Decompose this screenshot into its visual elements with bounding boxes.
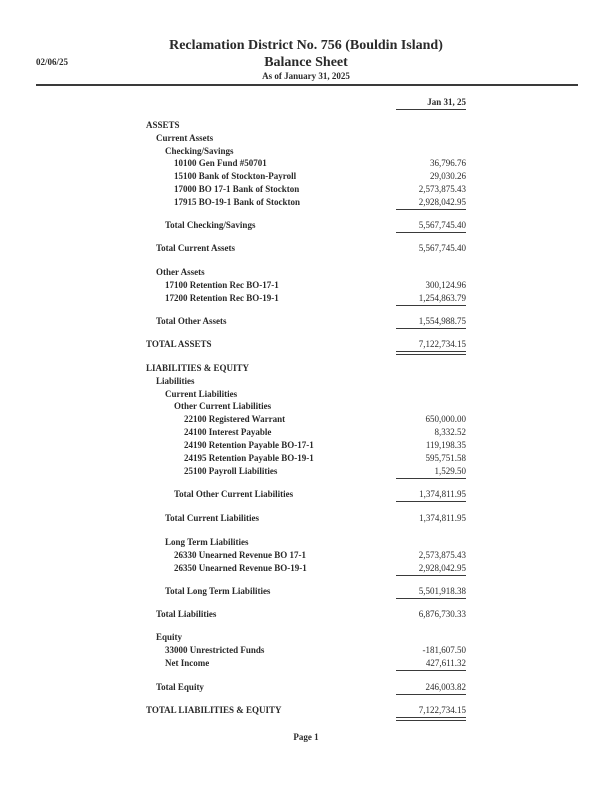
row-amount: 1,554,988.75 [418, 316, 466, 326]
table-row [0, 427, 612, 439]
row-label: Other Current Liabilities [174, 401, 272, 411]
subtotal-underline [396, 209, 466, 210]
row-label: 17000 BO 17-1 Bank of Stockton [174, 184, 300, 194]
row-label: 33000 Unrestricted Funds [165, 645, 265, 655]
row-amount: 1,254,863.79 [418, 293, 466, 303]
row-label: Total Liabilities [156, 609, 217, 619]
table-row [0, 184, 612, 196]
table-row [0, 120, 612, 132]
table-row [0, 220, 612, 232]
row-amount: 7,122,734.15 [418, 339, 466, 349]
row-amount: 595,751.58 [425, 453, 466, 463]
subtotal-underline [396, 232, 466, 233]
subtotal-underline [396, 694, 466, 695]
table-row [0, 489, 612, 501]
row-amount: -181,607.50 [422, 645, 466, 655]
row-amount: 29,030.26 [430, 171, 466, 181]
table-row [0, 645, 612, 657]
table-row [0, 586, 612, 598]
row-label: Total Other Current Liabilities [174, 489, 294, 499]
row-label: 17200 Retention Rec BO-19-1 [165, 293, 279, 303]
row-amount: 246,003.82 [425, 682, 466, 692]
row-label: 24100 Interest Payable [184, 427, 272, 437]
subtotal-underline [396, 328, 466, 329]
table-row [0, 550, 612, 562]
subtotal-underline [396, 478, 466, 479]
table-row [0, 316, 612, 328]
table-row [0, 537, 612, 549]
row-label: Total Equity [156, 682, 204, 692]
table-row [0, 171, 612, 183]
table-row [0, 389, 612, 401]
row-amount: 36,796.76 [430, 158, 466, 168]
row-label: 26330 Unearned Revenue BO 17-1 [174, 550, 306, 560]
table-row [0, 563, 612, 575]
table-row [0, 243, 612, 255]
row-label: Total Long Term Liabilities [165, 586, 271, 596]
subtotal-underline [396, 575, 466, 576]
row-amount: 2,573,875.43 [418, 550, 466, 560]
table-row [0, 197, 612, 209]
row-label: ASSETS [146, 120, 180, 130]
row-amount: 2,928,042.95 [418, 563, 466, 573]
row-amount: 1,374,811.95 [419, 489, 466, 499]
row-amount: 5,501,918.38 [418, 586, 466, 596]
row-label: Current Liabilities [165, 389, 238, 399]
row-label: Equity [156, 632, 183, 642]
row-label: 17100 Retention Rec BO-17-1 [165, 280, 279, 290]
row-label: TOTAL ASSETS [146, 339, 212, 349]
table-row [0, 363, 612, 375]
table-row [0, 133, 612, 145]
table-row [0, 682, 612, 694]
header-rule [36, 84, 578, 86]
row-amount: 2,573,875.43 [418, 184, 466, 194]
row-amount: 5,567,745.40 [418, 220, 466, 230]
row-label: Checking/Savings [165, 146, 234, 156]
column-header-underline [396, 109, 466, 110]
row-amount: 5,567,745.40 [418, 243, 466, 253]
subtotal-underline [396, 305, 466, 306]
row-amount: 650,000.00 [425, 414, 466, 424]
column-header: Jan 31, 25 [427, 97, 466, 107]
table-row [0, 513, 612, 525]
table-row [0, 440, 612, 452]
row-label: Current Assets [156, 133, 214, 143]
subtotal-underline [396, 598, 466, 599]
row-amount: 300,124.96 [425, 280, 466, 290]
row-label: 26350 Unearned Revenue BO-19-1 [174, 563, 307, 573]
total-double-underline [396, 351, 466, 355]
page-number: Page 1 [293, 732, 319, 742]
row-amount: 1,374,811.95 [419, 513, 466, 523]
table-row [0, 280, 612, 292]
table-row [0, 401, 612, 413]
row-label: Net Income [165, 658, 210, 668]
row-label: 15100 Bank of Stockton-Payroll [174, 171, 297, 181]
row-label: Total Checking/Savings [165, 220, 256, 230]
total-double-underline [396, 717, 466, 721]
table-row [0, 609, 612, 621]
table-row [0, 158, 612, 170]
row-label: 24195 Retention Payable BO-19-1 [184, 453, 314, 463]
row-label: 17915 BO-19-1 Bank of Stockton [174, 197, 301, 207]
report-title: Balance Sheet [264, 55, 348, 70]
row-label: Liabilities [156, 376, 195, 386]
subtotal-underline [396, 501, 466, 502]
row-label: Long Term Liabilities [165, 537, 249, 547]
row-label: 22100 Registered Warrant [184, 414, 286, 424]
table-row [0, 146, 612, 158]
subtotal-underline [396, 670, 466, 671]
row-label: Other Assets [156, 267, 205, 277]
row-label: 10100 Gen Fund #50701 [174, 158, 267, 168]
row-amount: 2,928,042.95 [418, 197, 466, 207]
row-label: 25100 Payroll Liabilities [184, 466, 278, 476]
row-amount: 7,122,734.15 [418, 705, 466, 715]
row-label: 24190 Retention Payable BO-17-1 [184, 440, 314, 450]
table-row [0, 339, 612, 351]
row-amount: 427,611.32 [425, 658, 466, 668]
row-amount: 1,529.50 [434, 466, 466, 476]
row-amount: 119,198.35 [425, 440, 466, 450]
row-label: LIABILITIES & EQUITY [146, 363, 250, 373]
table-row [0, 705, 612, 717]
table-row [0, 376, 612, 388]
row-amount: 8,332.52 [434, 427, 466, 437]
table-row [0, 414, 612, 426]
row-label: TOTAL LIABILITIES & EQUITY [146, 705, 282, 715]
report-period: As of January 31, 2025 [262, 71, 350, 81]
row-label: Total Current Liabilities [165, 513, 260, 523]
table-row [0, 267, 612, 279]
company-name: Reclamation District No. 756 (Bouldin Island) [169, 38, 443, 53]
table-row [0, 293, 612, 305]
table-row [0, 632, 612, 644]
row-label: Total Other Assets [156, 316, 227, 326]
table-row [0, 466, 612, 478]
table-row [0, 453, 612, 465]
row-amount: 6,876,730.33 [418, 609, 466, 619]
row-label: Total Current Assets [156, 243, 236, 253]
table-row [0, 658, 612, 670]
printed-date: 02/06/25 [36, 57, 69, 67]
